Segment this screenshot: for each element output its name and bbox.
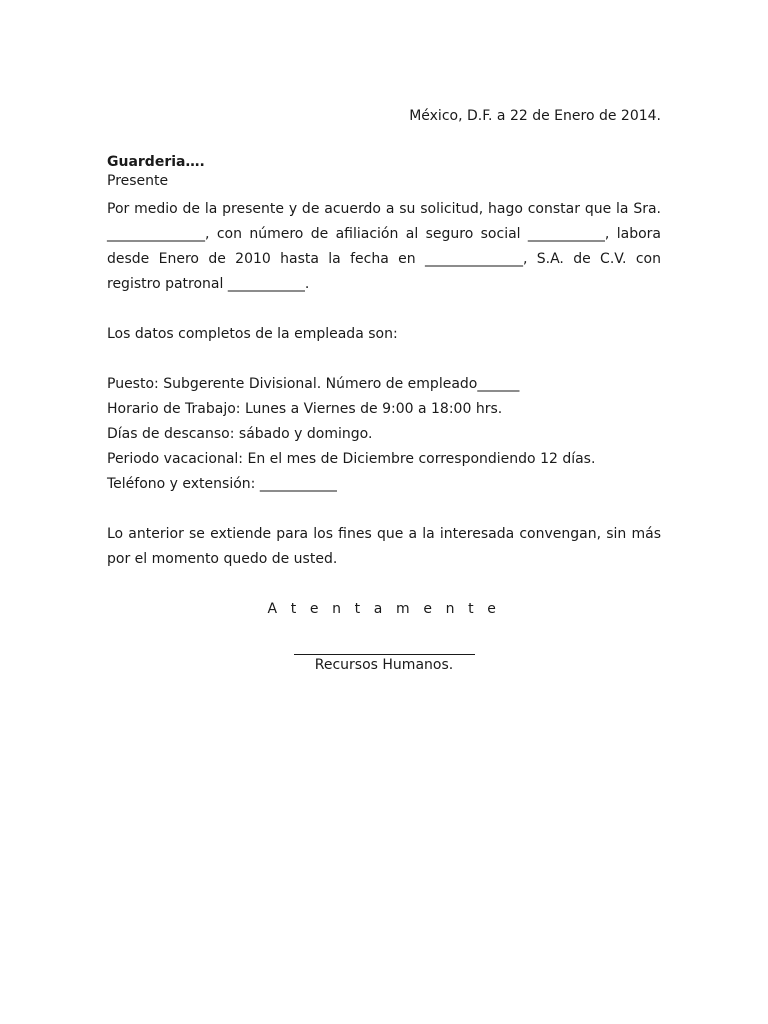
detail-vacation: Periodo vacacional: En el mes de Diciembre correspondiendo 12 días.: [107, 451, 596, 467]
detail-position: Puesto: Subgerente Divisional. Número de empleado______: [107, 376, 520, 392]
letter-page: [107, 104, 661, 675]
paragraph-line: ______________, con número de afiliación al seguro social ___________, labora: [107, 226, 661, 242]
detail-schedule: Horario de Trabajo: Lunes a Viernes de 9:00 a 18:00 hrs.: [107, 401, 503, 417]
letter-date: México, D.F. a 22 de Enero de 2014.: [409, 108, 661, 124]
detail-phone: Teléfono y extensión: ___________: [107, 476, 337, 492]
paragraph-line: Por medio de la presente y de acuerdo a su solicitud, hago constar que la Sra.: [107, 201, 661, 217]
closing-paragraph: [107, 522, 661, 572]
paragraph-line: registro patronal ___________.: [107, 276, 310, 292]
closing-line: por el momento quedo de usted.: [107, 551, 338, 567]
detail-days-off: Días de descanso: sábado y domingo.: [107, 426, 373, 442]
letter-greeting: Presente: [107, 173, 169, 189]
signatory-name: Recursos Humanos.: [314, 657, 454, 673]
details-intro: Los datos completos de la empleada son:: [107, 326, 398, 342]
sign-off: A t e n t a m e n t e: [267, 601, 501, 617]
closing-line: Lo anterior se extiende para los fines que a la interesada convengan, sin más: [107, 526, 661, 542]
letter-body-paragraph: [107, 197, 661, 297]
paragraph-line: desde Enero de 2010 hasta la fecha en ______________, S.A. de C.V. con: [107, 251, 661, 267]
letter-recipient: Guarderia….: [107, 154, 205, 170]
employee-details-list: [107, 372, 661, 497]
